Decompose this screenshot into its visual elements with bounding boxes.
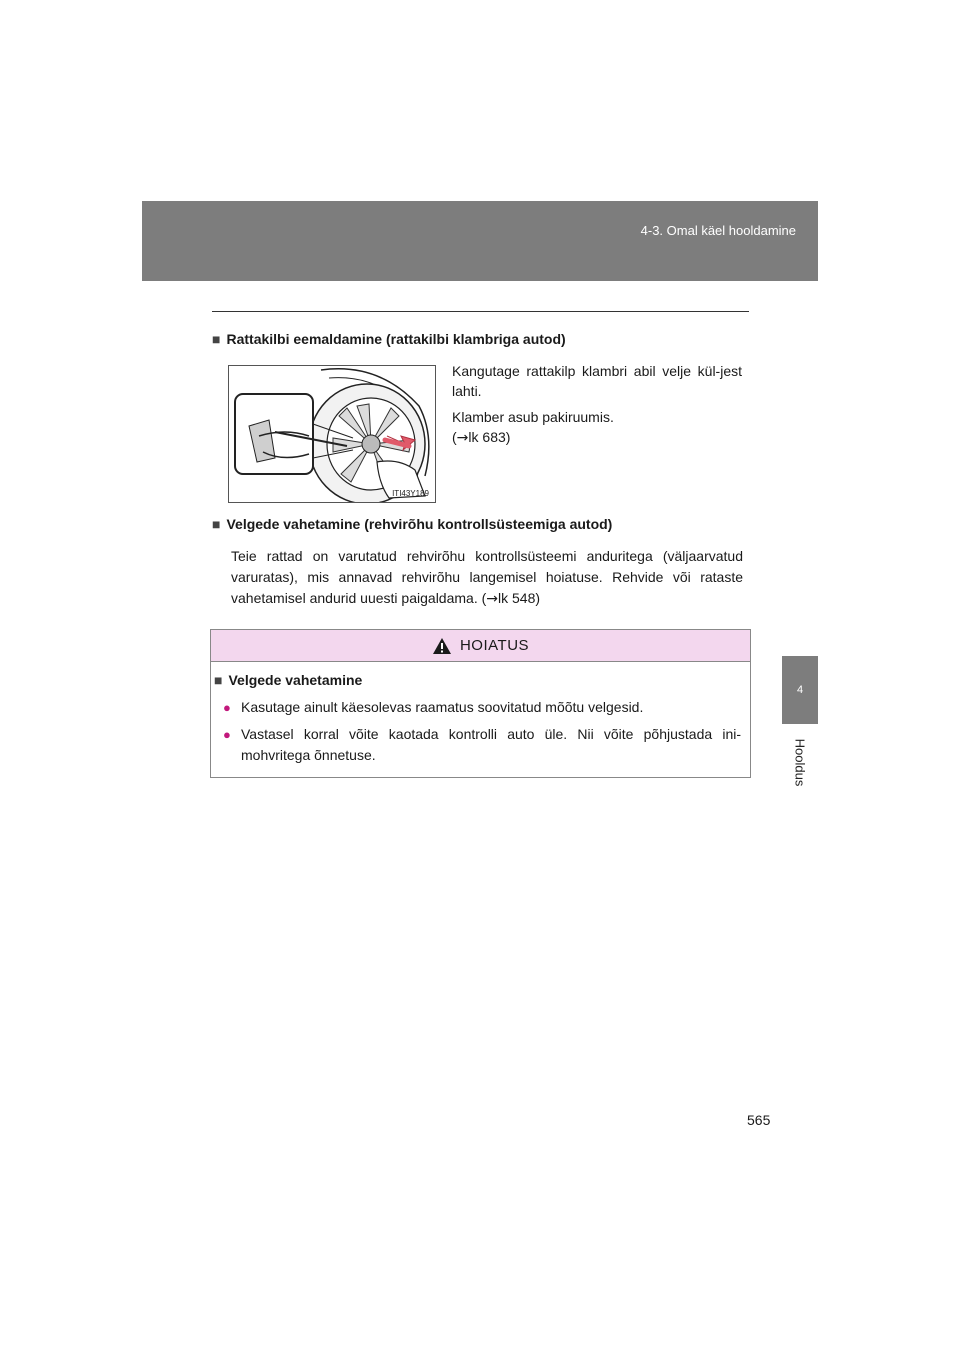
arrow-right-icon: → bbox=[486, 591, 499, 607]
warning-subheading bbox=[214, 672, 362, 688]
bullet-icon: ● bbox=[223, 700, 231, 715]
rims-body-sentence: Teie rattad on varutatud rehvirõhu kontrollsüsteemi anduritega (väljaarvatud varuratas), mis annavad rehvirõhu langemisel hoiatuse. Rehvide või rataste vahetamisel andurid uuesti paigaldama. bbox=[231, 548, 743, 606]
chapter-title: 4-3. Omal käel hooldamine bbox=[640, 223, 796, 238]
wheel-illustration-icon bbox=[229, 366, 435, 502]
clip-location-text bbox=[452, 407, 742, 448]
hubcap-removal-illustration bbox=[228, 365, 436, 503]
square-marker-icon: ■ bbox=[214, 672, 223, 688]
warning-item bbox=[223, 697, 741, 718]
square-marker-icon: ■ bbox=[212, 331, 221, 347]
illustration-code: ITI43Y189 bbox=[392, 489, 429, 498]
warning-triangle-icon bbox=[432, 637, 452, 655]
section-heading-text: Velgede vahetamine (rehvirõhu kontrollsüsteemiga autod) bbox=[226, 516, 613, 532]
page-reference-text: lk 548 bbox=[498, 590, 536, 606]
page-reference-text: lk 683 bbox=[468, 429, 506, 445]
clip-location-line: Klamber asub pakiruumis. bbox=[452, 409, 614, 425]
rims-body-text: Teie rattad on varutatud rehvirõhu kontrollsüsteemi anduritega (väljaarvatud varuratas), mis annavad rehvirõhu langemisel hoiatuse. Rehvide või rataste vahetamisel andurid uuesti paigaldama. (→lk 548) bbox=[231, 548, 743, 607]
square-marker-icon: ■ bbox=[212, 516, 221, 532]
hubcap-instruction: Kangutage rattakilp klambri abil velje kül-jest lahti. bbox=[452, 363, 742, 399]
section-heading-hubcap bbox=[212, 331, 566, 347]
chapter-tab-label bbox=[786, 732, 814, 792]
warning-item-text: Kasutage ainult käesolevas raamatus soovitatud mõõtu velgesid. bbox=[241, 699, 644, 715]
page-reference: (→lk 683) bbox=[452, 429, 511, 446]
warning-item bbox=[223, 724, 741, 766]
bullet-icon: ● bbox=[223, 727, 231, 742]
warning-subheading-text: Velgede vahetamine bbox=[228, 672, 363, 688]
warning-header bbox=[211, 630, 750, 662]
chapter-header-band bbox=[142, 201, 818, 281]
section-heading-text: Rattakilbi eemaldamine (rattakilbi klambriga autod) bbox=[226, 331, 566, 347]
section-heading-rims bbox=[212, 516, 612, 532]
warning-title: HOIATUS bbox=[459, 637, 530, 654]
section-divider bbox=[212, 311, 749, 312]
chapter-tab-label-text: Hooldus bbox=[792, 738, 808, 786]
warning-box bbox=[210, 629, 751, 778]
arrow-right-icon: → bbox=[456, 430, 469, 446]
page-number: 565 bbox=[747, 1112, 771, 1128]
warning-item-text: Vastasel korral võite kaotada kontrolli auto üle. Nii võite põhjustada ini-mohvritega õnnetuse. bbox=[241, 726, 741, 763]
chapter-tab-number: 4 bbox=[782, 656, 818, 724]
